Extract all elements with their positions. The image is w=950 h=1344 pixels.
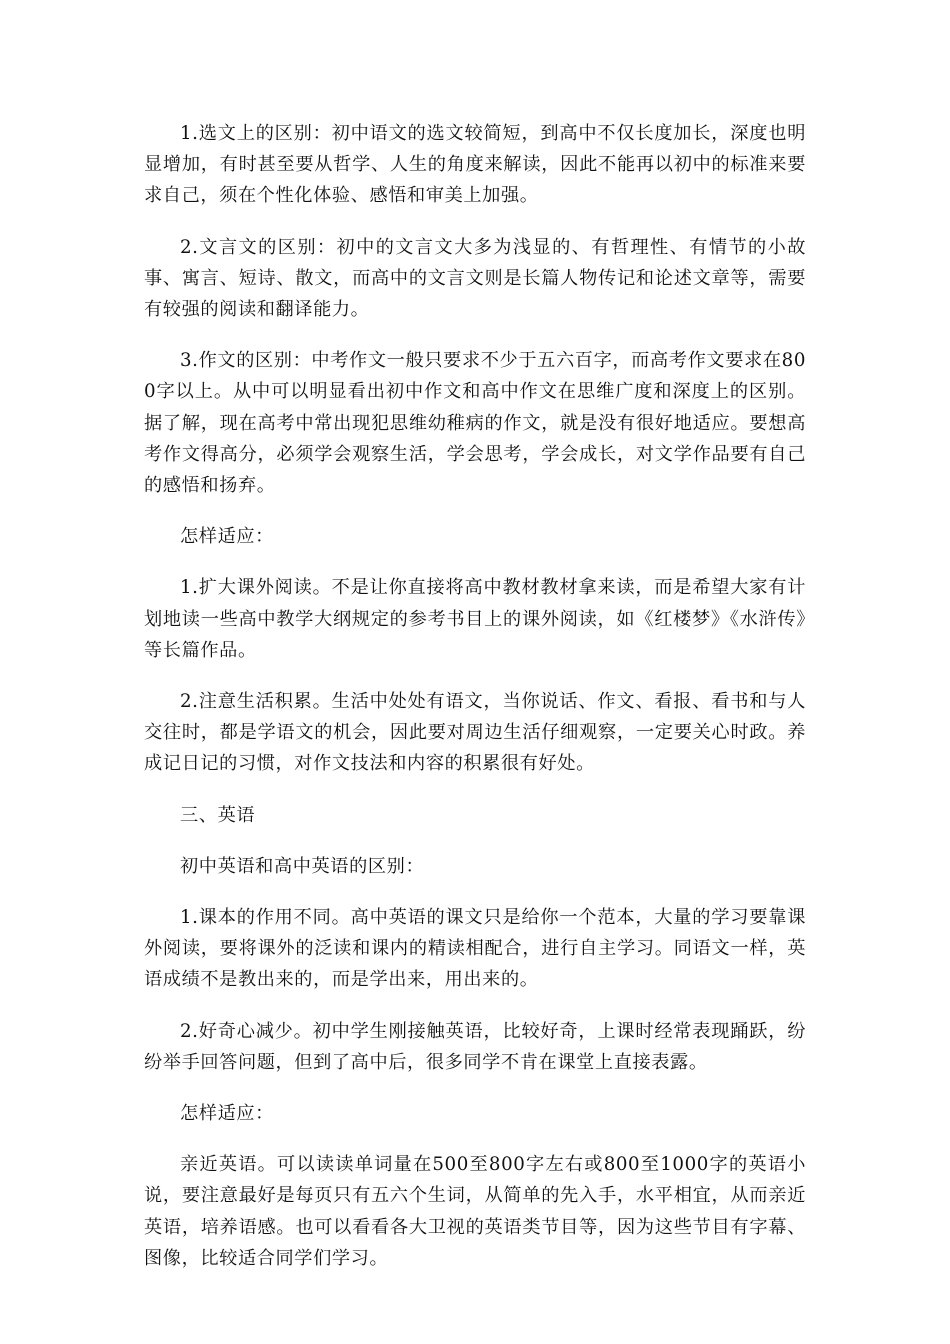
paragraph-life-accumulation: 2.注意生活积累。生活中处处有语文，当你说话、作文、看报、看书和与人交往时，都是学语文的机会，因此要对周边生活仔细观察，一定要关心时政。养成记日记的习惯，对作文技法和内容的积累很有好处。 [144, 691, 806, 775]
paragraph-selection-difference: 1.选文上的区别：初中语文的选文较简短，到高中不仅长度加长，深度也明显增加，有时甚至要从哲学、人生的角度来解读，因此不能再以初中的标准来要求自己，须在个性化体验、感悟和审美上加强。 [144, 123, 806, 207]
subheading-how-to-adapt-english: 怎样适应： [180, 1103, 274, 1125]
paragraph-curiosity: 2.好奇心减少。初中学生刚接触英语，比较好奇，上课时经常表现踊跃，纷纷举手回答问题，但到了高中后，很多同学不肯在课堂上直接表露。 [144, 1020, 806, 1073]
section-heading-english: 三、英语 [180, 804, 256, 826]
paragraph-composition-difference: 3.作文的区别：中考作文一般只要求不少于五六百字，而高考作文要求在800字以上。从中可以明显看出初中作文和高中作文在思维广度和深度上的区别。据了解，现在高考中常出现犯思维幼稚病的作文，就是没有很好地适应。要想高考作文得高分，必须学会观察生活，学会思考，学会成长，对文学作品要有自己的感悟和扬弃。 [144, 350, 806, 497]
subheading-english-difference: 初中英语和高中英语的区别： [180, 855, 425, 877]
paragraph-extracurricular-reading: 1.扩大课外阅读。不是让你直接将高中教材教材拿来读，而是希望大家有计划地读一些高中教学大纲规定的参考书目上的课外阅读，如《红楼梦》《水浒传》等长篇作品。 [144, 577, 806, 661]
subheading-how-to-adapt: 怎样适应： [180, 526, 274, 548]
paragraph-textbook-role: 1.课本的作用不同。高中英语的课文只是给你一个范本，大量的学习要靠课外阅读，要将课外的泛读和课内的精读相配合，进行自主学习。同语文一样，英语成绩不是教出来的，而是学出来，用出来的。 [144, 907, 806, 991]
document-body [144, 118, 806, 1294]
paragraph-approach-english: 亲近英语。可以读读单词量在500至800字左右或800至1000字的英语小说，要注意最好是每页只有五六个生词，从简单的先入手，水平相宜，从而亲近英语，培养语感。也可以看看各大卫视的英语类节目等，因为这些节目有字幕、图像，比较适合同学们学习。 [144, 1154, 806, 1269]
paragraph-classical-chinese-difference: 2.文言文的区别：初中的文言文大多为浅显的、有哲理性、有情节的小故事、寓言、短诗、散文，而高中的文言文则是长篇人物传记和论述文章等，需要有较强的阅读和翻译能力。 [144, 236, 806, 321]
